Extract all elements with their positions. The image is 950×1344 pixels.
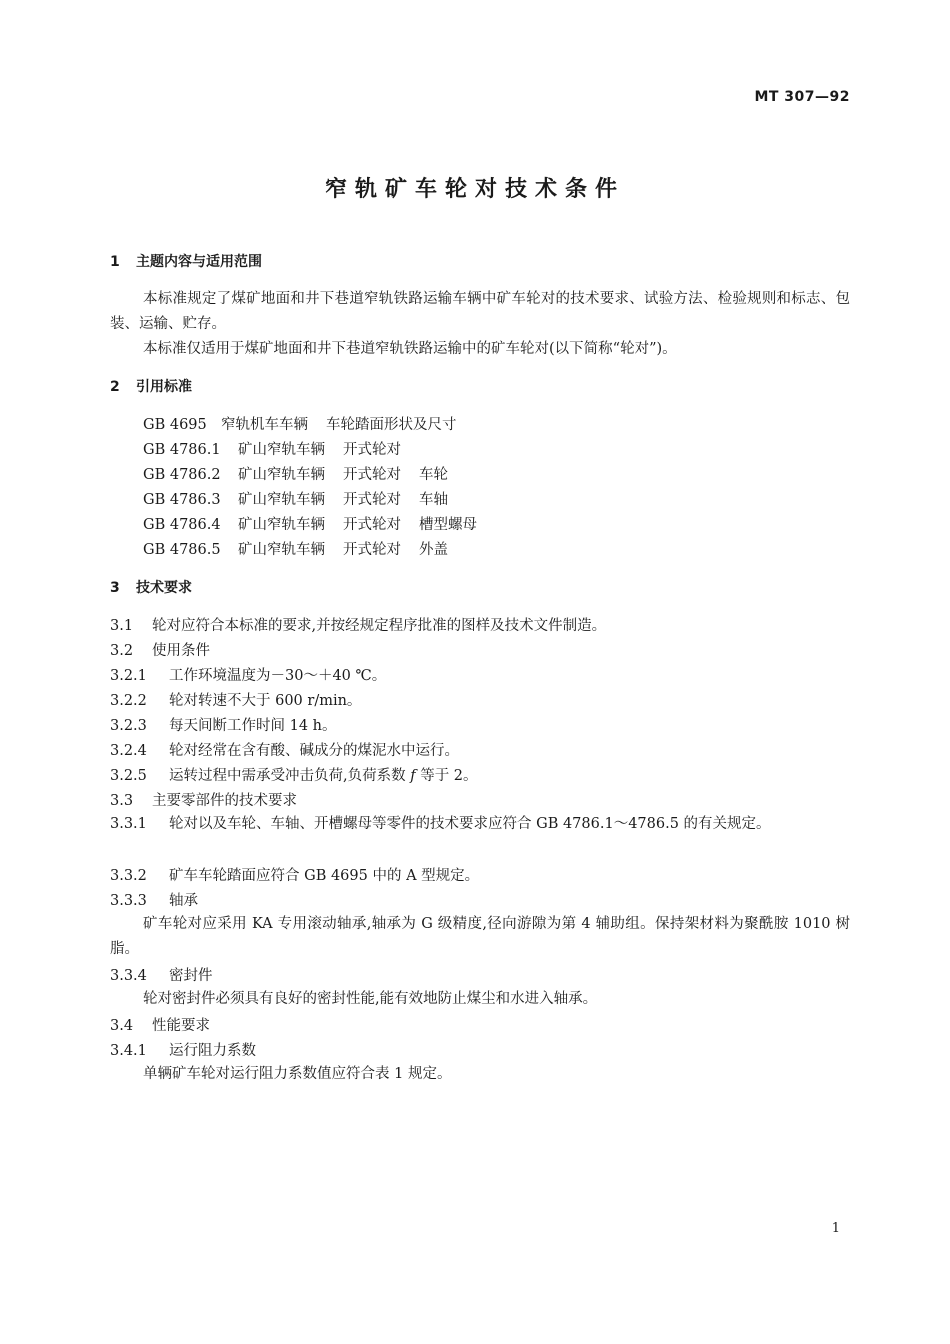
clause-number: 3.4 bbox=[110, 1018, 134, 1034]
reference-part: 开式轮对 bbox=[343, 492, 401, 508]
reference-part: 开式轮对 bbox=[343, 517, 401, 533]
clause-number: 3.2 bbox=[110, 643, 134, 659]
clause-number: 3.2.1 bbox=[110, 668, 147, 684]
reference-part: 矿山窄轨车辆 bbox=[238, 442, 325, 458]
clause-number: 3.3.1 bbox=[110, 816, 147, 832]
clause-number: 3.3 bbox=[110, 793, 134, 809]
clause-text: 每天间断工作时间 14 h。 bbox=[169, 718, 337, 734]
clause-3-3-4-body: 轮对密封件必须具有良好的密封性能,能有效地防止煤尘和水进入轴承。 bbox=[143, 991, 598, 1007]
reference-part: 车轮踏面形状及尺寸 bbox=[326, 417, 457, 433]
section-title: 技术要求 bbox=[136, 580, 192, 596]
clause-3-2-2 bbox=[110, 689, 361, 710]
clause-text: 运行阻力系数 bbox=[169, 1043, 256, 1059]
section-title: 主题内容与适用范围 bbox=[136, 254, 262, 270]
reference-code: GB 4786.3 bbox=[143, 492, 221, 508]
reference-code: GB 4695 bbox=[143, 417, 207, 433]
clause-3-1 bbox=[110, 614, 606, 635]
reference-part: 矿山窄轨车辆 bbox=[238, 492, 325, 508]
document-title: 窄轨矿车轮对技术条件 bbox=[324, 177, 625, 202]
clause-text: 密封件 bbox=[169, 968, 213, 984]
clause-number: 3.3.3 bbox=[110, 893, 147, 909]
reference-code: GB 4786.1 bbox=[143, 442, 221, 458]
clause-number: 3.1 bbox=[110, 618, 134, 634]
reference-part: 开式轮对 bbox=[343, 467, 401, 483]
clause-3-3 bbox=[110, 789, 297, 810]
reference-part: 车轮 bbox=[419, 467, 448, 483]
clause-number: 3.2.4 bbox=[110, 743, 147, 759]
page-number: 1 bbox=[831, 1221, 840, 1236]
clause-3-3-2 bbox=[110, 864, 479, 885]
clause-number: 3.2.5 bbox=[110, 768, 147, 784]
clause-3-3-1 bbox=[110, 812, 850, 837]
standard-code: MT 307—92 bbox=[754, 89, 850, 105]
clause-3-2-3 bbox=[110, 714, 337, 735]
clause-3-2-1 bbox=[110, 664, 386, 685]
clause-text: 矿车车轮踏面应符合 GB 4695 中的 A 型规定。 bbox=[169, 868, 480, 884]
section-1-paragraph-1: 本标准规定了煤矿地面和井下巷道窄轨铁路运输车辆中矿车轮对的技术要求、试验方法、检验规则和标志、包装、运输、贮存。 bbox=[110, 291, 850, 332]
reference-part: 窄轨机车车辆 bbox=[221, 417, 308, 433]
clause-text: 轴承 bbox=[169, 893, 198, 909]
reference-part: 矿山窄轨车辆 bbox=[238, 517, 325, 533]
clause-number: 3.4.1 bbox=[110, 1043, 147, 1059]
clause-number: 3.3.2 bbox=[110, 868, 147, 884]
reference-item bbox=[143, 438, 401, 459]
clause-number: 3.3.4 bbox=[110, 968, 147, 984]
clause-text: 轮对经常在含有酸、碱成分的煤泥水中运行。 bbox=[169, 743, 459, 759]
clause-text: 工作环境温度为－30～＋40 ℃。 bbox=[169, 668, 387, 684]
reference-part: 开式轮对 bbox=[343, 442, 401, 458]
reference-code: GB 4786.5 bbox=[143, 542, 221, 558]
reference-item bbox=[143, 513, 477, 534]
clause-text: 轮对应符合本标准的要求,并按经规定程序批准的图样及技术文件制造。 bbox=[152, 618, 607, 634]
clause-3-3-3-body: 矿车轮对应采用 KA 专用滚动轴承,轴承为 G 级精度,径向游隙为第 4 辅助组。保持架材料为聚酰胺 1010 树脂。 bbox=[110, 916, 850, 957]
reference-item bbox=[143, 463, 448, 484]
clause-text: 等于 2。 bbox=[415, 768, 478, 784]
clause-text: 运转过程中需承受冲击负荷,负荷系数 bbox=[169, 768, 411, 784]
load-factor-variable: f bbox=[410, 768, 416, 784]
clause-text: 使用条件 bbox=[152, 643, 210, 659]
reference-item bbox=[143, 538, 448, 559]
reference-part: 槽型螺母 bbox=[419, 517, 477, 533]
reference-item bbox=[143, 488, 448, 509]
section-title: 引用标准 bbox=[136, 379, 192, 395]
section-1-heading bbox=[110, 251, 262, 271]
section-3-heading bbox=[110, 577, 192, 597]
section-1-paragraph-2: 本标准仅适用于煤矿地面和井下巷道窄轨铁路运输中的矿车轮对(以下简称“轮对”)。 bbox=[143, 341, 677, 357]
reference-part: 车轴 bbox=[419, 492, 448, 508]
clause-number: 3.2.2 bbox=[110, 693, 147, 709]
clause-3-4-1 bbox=[110, 1039, 256, 1060]
reference-code: GB 4786.4 bbox=[143, 517, 221, 533]
clause-text: 轮对转速不大于 600 r/min。 bbox=[169, 693, 362, 709]
section-number: 3 bbox=[110, 580, 120, 596]
clause-text: 性能要求 bbox=[152, 1018, 210, 1034]
section-number: 2 bbox=[110, 379, 120, 395]
clause-text: 轮对以及车轮、车轴、开槽螺母等零件的技术要求应符合 GB 4786.1～4786.5 的有关规定。 bbox=[169, 816, 771, 832]
reference-part: 矿山窄轨车辆 bbox=[238, 542, 325, 558]
clause-3-4-1-body: 单辆矿车轮对运行阻力系数值应符合表 1 规定。 bbox=[143, 1066, 452, 1082]
clause-text: 主要零部件的技术要求 bbox=[152, 793, 297, 809]
clause-3-2-4 bbox=[110, 739, 459, 760]
reference-part: 外盖 bbox=[419, 542, 448, 558]
reference-code: GB 4786.2 bbox=[143, 467, 221, 483]
clause-3-3-3 bbox=[110, 889, 198, 910]
clause-3-2-5 bbox=[110, 764, 478, 785]
section-number: 1 bbox=[110, 254, 120, 270]
reference-part: 开式轮对 bbox=[343, 542, 401, 558]
reference-item bbox=[143, 413, 457, 434]
clause-3-2 bbox=[110, 639, 210, 660]
clause-3-4 bbox=[110, 1014, 210, 1035]
section-2-heading bbox=[110, 376, 192, 396]
clause-3-3-4 bbox=[110, 964, 213, 985]
clause-number: 3.2.3 bbox=[110, 718, 147, 734]
reference-part: 矿山窄轨车辆 bbox=[238, 467, 325, 483]
